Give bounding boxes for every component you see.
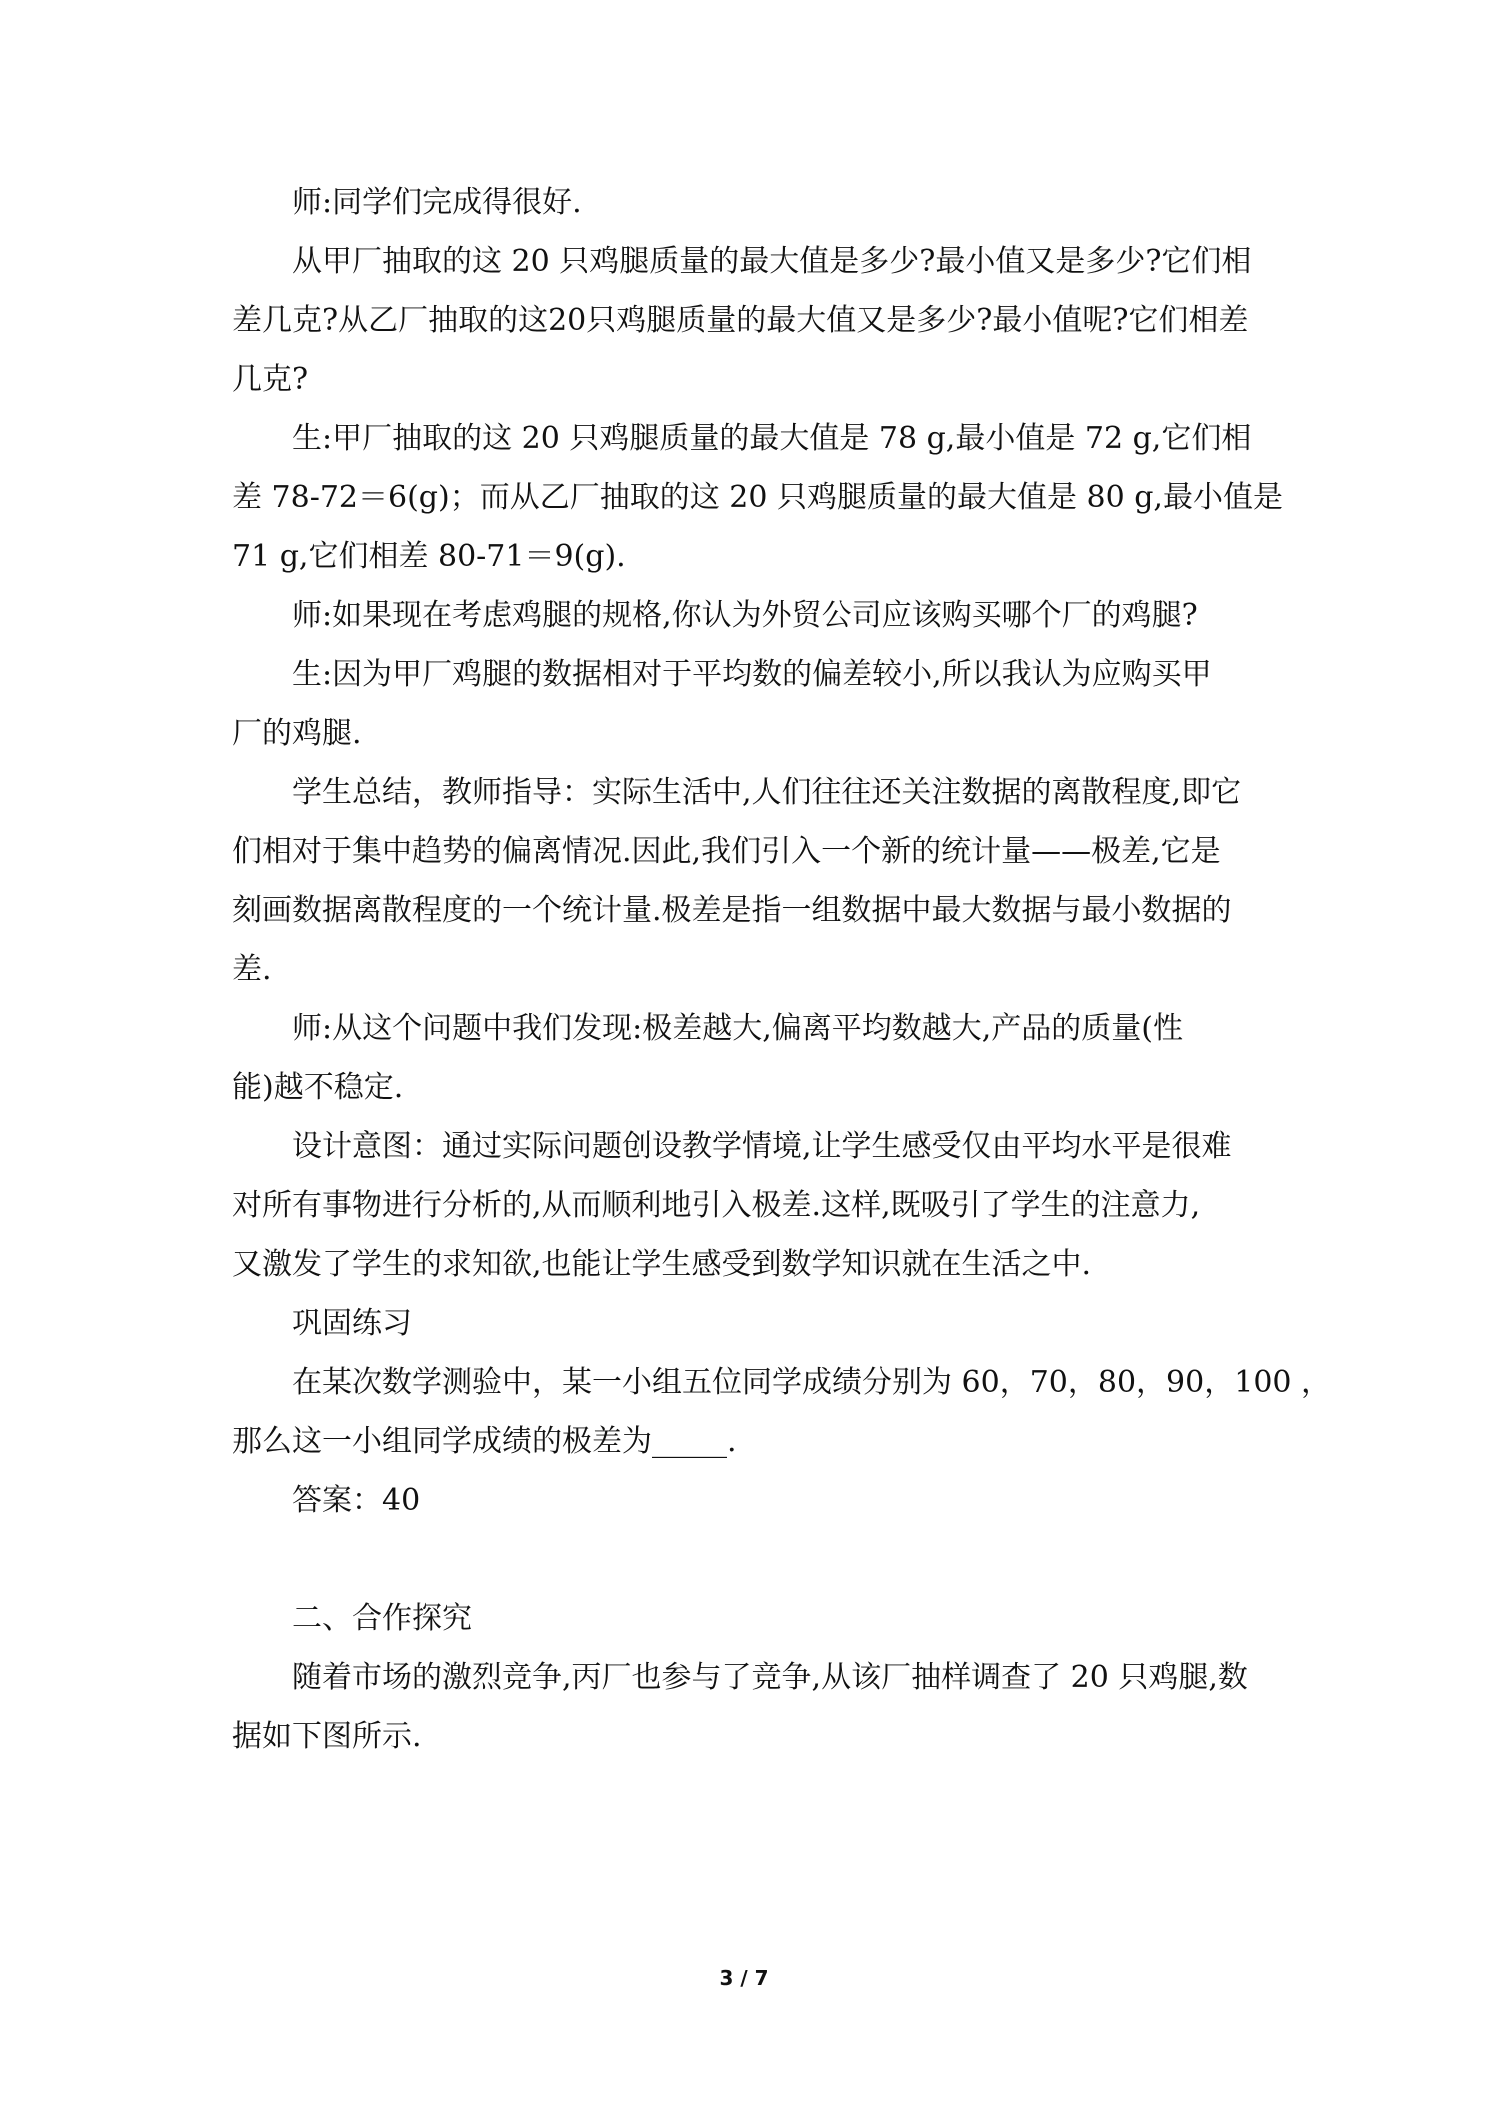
paragraph-line: 那么这一小组同学成绩的极差为_____. (232, 1424, 737, 1459)
paragraph-line: 对所有事物进行分析的,从而顺利地引入极差.这样,既吸引了学生的注意力, (232, 1188, 1201, 1223)
paragraph-line: 几克? (232, 362, 309, 397)
paragraph-line: 生:因为甲厂鸡腿的数据相对于平均数的偏差较小,所以我认为应购买甲 (292, 657, 1212, 692)
paragraph-line: 师:从这个问题中我们发现:极差越大,偏离平均数越大,产品的质量(性 (292, 1011, 1183, 1046)
section-heading: 巩固练习 (292, 1306, 412, 1341)
body-text (232, 183, 1332, 1776)
paragraph-line: 们相对于集中趋势的偏离情况.因此,我们引入一个新的统计量——极差,它是 (232, 834, 1221, 869)
spacer (232, 1540, 1252, 1580)
paragraph-line: 又激发了学生的求知欲,也能让学生感受到数学知识就在生活之中. (232, 1247, 1092, 1282)
paragraph-line: 学生总结，教师指导：实际生活中,人们往往还关注数据的离散程度,即它 (292, 775, 1242, 810)
section-heading: 二、合作探究 (292, 1601, 472, 1636)
paragraph-line: 从甲厂抽取的这 20 只鸡腿质量的最大值是多少?最小值又是多少?它们相 (292, 244, 1252, 279)
paragraph-line: 设计意图：通过实际问题创设教学情境,让学生感受仅由平均水平是很难 (292, 1129, 1232, 1164)
paragraph-line: 师:同学们完成得很好. (292, 185, 582, 220)
paragraph-line: 厂的鸡腿. (232, 716, 362, 751)
paragraph-line: 刻画数据离散程度的一个统计量.极差是指一组数据中最大数据与最小数据的 (232, 893, 1232, 928)
paragraph-line: 据如下图所示. (232, 1719, 422, 1754)
paragraph-line: 在某次数学测验中，某一小组五位同学成绩分别为 60，70，80，90，100 ， (292, 1365, 1332, 1400)
paragraph-line: 生:甲厂抽取的这 20 只鸡腿质量的最大值是 78 g,最小值是 72 g,它们相 (292, 421, 1252, 456)
paragraph-line: 差 78-72＝6(g)；而从乙厂抽取的这 20 只鸡腿质量的最大值是 80 g,最小值是 (232, 480, 1283, 515)
paragraph-line: 71 g,它们相差 80-71＝9(g). (232, 539, 626, 574)
paragraph-line: 能)越不稳定. (232, 1070, 404, 1105)
page-number: 3 / 7 (719, 1966, 769, 1990)
paragraph-line: 随着市场的激烈竞争,丙厂也参与了竞争,从该厂抽样调查了 20 只鸡腿,数 (292, 1660, 1248, 1695)
paragraph-line: 差. (232, 952, 272, 987)
answer-line: 答案：40 (292, 1483, 421, 1518)
paragraph-line: 差几克?从乙厂抽取的这20只鸡腿质量的最大值又是多少?最小值呢?它们相差 (232, 303, 1249, 338)
paragraph-line: 师:如果现在考虑鸡腿的规格,你认为外贸公司应该购买哪个厂的鸡腿? (292, 598, 1198, 633)
